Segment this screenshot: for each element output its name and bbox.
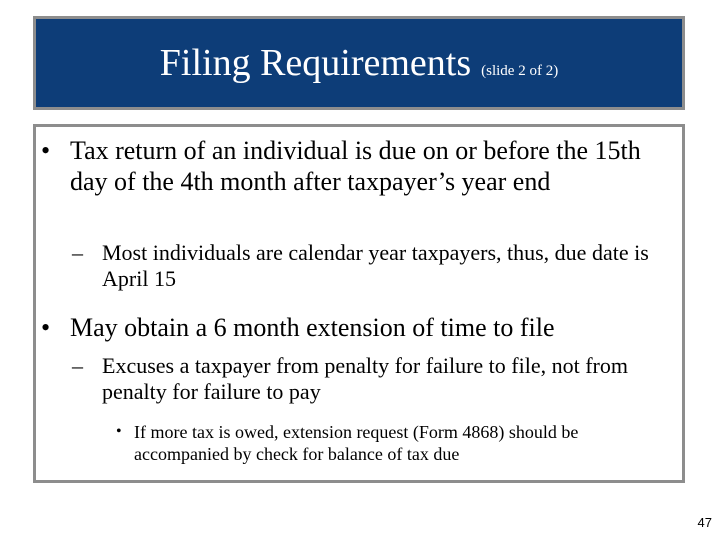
sub-bullet-2-1-text: Excuses a taxpayer from penalty for failure to file, not from penalty for failure to pay (102, 353, 628, 404)
bullet-2-text: May obtain a 6 month extension of time to file (70, 313, 555, 342)
page-number: 47 (697, 515, 712, 530)
content-panel (33, 124, 685, 483)
dash-marker: – (72, 240, 83, 265)
slide-title: Filing Requirements (159, 42, 472, 84)
bullet-marker: • (41, 313, 51, 342)
slide-subtitle: (slide 2 of 2) (481, 62, 559, 79)
sub-bullet-1-1-text: Most individuals are calendar year taxpayers, thus, due date is April 15 (102, 240, 649, 291)
bullet-1-text: Tax return of an individual is due on or before the 15th day of the 4th month after taxpayer’s year end (70, 136, 641, 197)
sub-sub-bullet-2-1-1-text: If more tax is owed, extension request (Form 4868) should be accompanied by check for balance of tax due (134, 422, 579, 464)
bullet-marker: • (116, 423, 122, 440)
bullet-marker: • (41, 136, 51, 165)
title-banner (33, 16, 685, 110)
dash-marker: – (72, 353, 83, 378)
